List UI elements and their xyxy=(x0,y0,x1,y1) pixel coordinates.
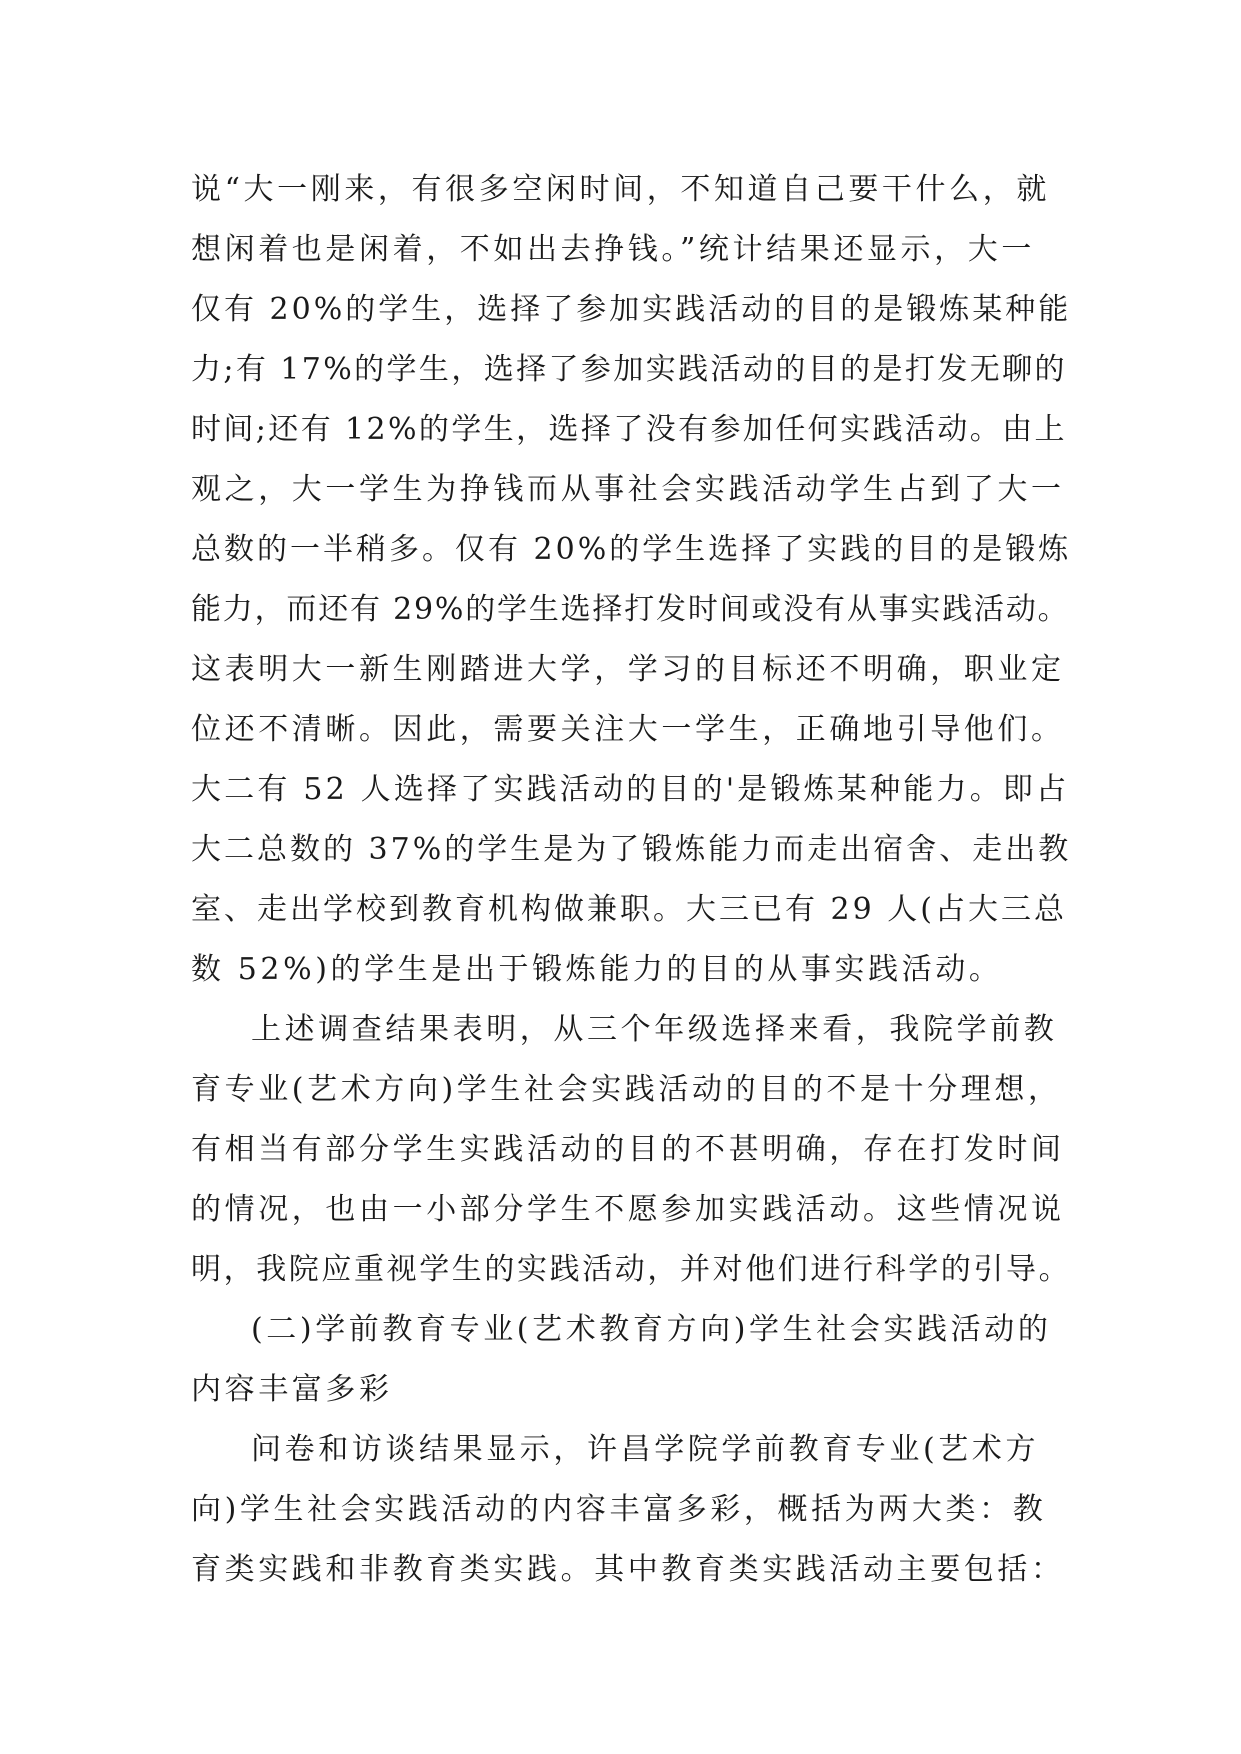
text-line: 向)学生社会实践活动的内容丰富多彩，概括为两大类：教 xyxy=(191,1492,1047,1527)
text-line: 能力，而还有 29%的学生选择打发时间或没有从事实践活动。 xyxy=(191,592,1070,627)
text-line: 数 52%)的学生是出于锻炼能力的目的从事实践活动。 xyxy=(191,952,1003,987)
text-line: 大二有 52 人选择了实践活动的目的'是锻炼某种能力。即占 xyxy=(191,772,1070,807)
text-line: 有相当有部分学生实践活动的目的不甚明确，存在打发时间 xyxy=(191,1132,1065,1167)
text-line: 育专业(艺术方向)学生社会实践活动的目的不是十分理想， xyxy=(191,1072,1062,1107)
body-text xyxy=(191,160,1071,1600)
text-line: 这表明大一新生刚踏进大学，学习的目标还不明确，职业定 xyxy=(191,652,1065,687)
text-line: 想闲着也是闲着，不如出去挣钱。”统计结果还显示，大一 xyxy=(191,232,1035,267)
text-line: 大二总数的 37%的学生是为了锻炼能力而走出宿舍、走出教 xyxy=(191,832,1072,867)
text-line: 室、走出学校到教育机构做兼职。大三已有 29 人(占大三总 xyxy=(191,892,1067,927)
section-heading: (二)学前教育专业(艺术教育方向)学生社会实践活动的 xyxy=(251,1312,1052,1347)
paragraph-first-line: 上述调查结果表明，从三个年级选择来看，我院学前教 xyxy=(251,1012,1058,1047)
text-line: 说“大一刚来，有很多空闲时间，不知道自己要干什么，就 xyxy=(191,172,1050,207)
text-line: 总数的一半稍多。仅有 20%的学生选择了实践的目的是锻炼 xyxy=(191,532,1072,567)
text-line: 位还不清晰。因此，需要关注大一学生，正确地引导他们。 xyxy=(191,712,1065,747)
text-line: 明，我院应重视学生的实践活动，并对他们进行科学的引导。 xyxy=(191,1252,1072,1287)
paragraph-first-line: 问卷和访谈结果显示，许昌学院学前教育专业(艺术方 xyxy=(251,1432,1040,1467)
text-line: 力;有 17%的学生，选择了参加实践活动的目的是打发无聊的 xyxy=(191,352,1067,387)
text-line: 观之，大一学生为挣钱而从事社会实践活动学生占到了大一 xyxy=(191,472,1065,507)
text-line: 时间;还有 12%的学生，选择了没有参加任何实践活动。由上 xyxy=(191,412,1067,447)
text-line: 的情况，也由一小部分学生不愿参加实践活动。这些情况说 xyxy=(191,1192,1065,1227)
section-heading-continuation: 内容丰富多彩 xyxy=(191,1372,393,1407)
text-line: 仅有 20%的学生，选择了参加实践活动的目的是锻炼某种能 xyxy=(191,292,1072,327)
text-line: 育类实践和非教育类实践。其中教育类实践活动主要包括： xyxy=(191,1552,1065,1587)
